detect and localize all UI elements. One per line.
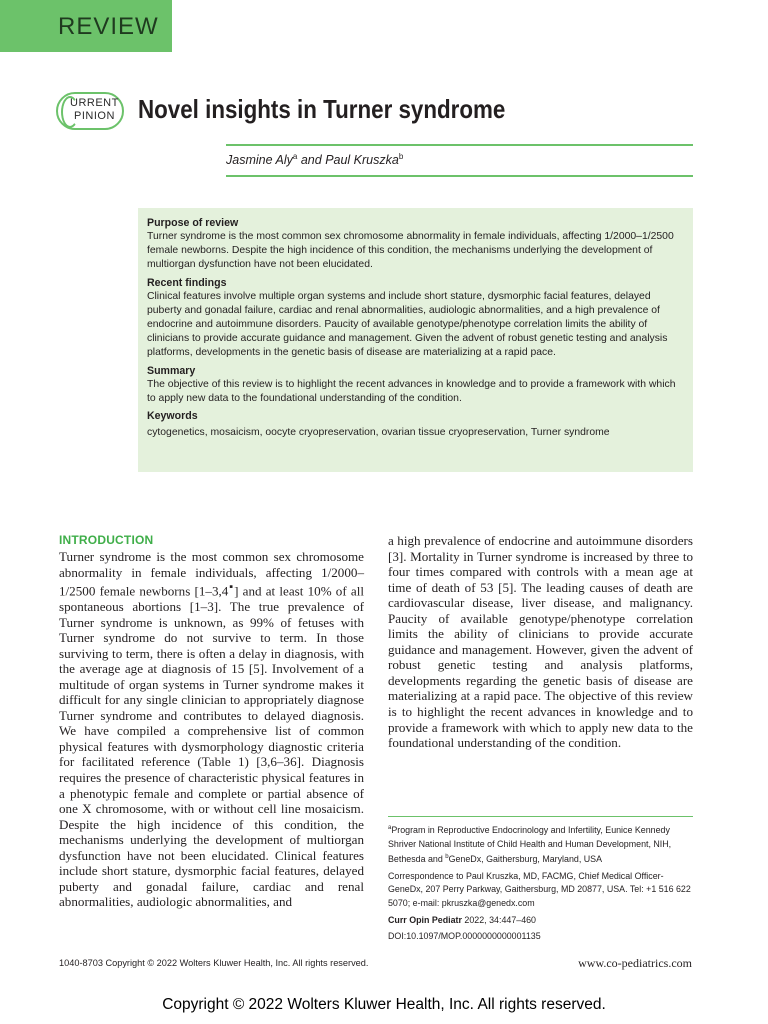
introduction-paragraph xyxy=(59,549,364,910)
citation xyxy=(388,914,693,928)
keywords-text: cytogenetics, mosaicism, oocyte cryopreservation, ovarian tissue cryopreservation, Turner syndrome xyxy=(147,427,610,439)
title-rule-bottom xyxy=(226,175,693,177)
keywords-heading: Keywords xyxy=(147,410,198,423)
section-tab-label: REVIEW xyxy=(58,13,159,40)
current-opinion-logo xyxy=(56,92,124,130)
purpose-heading: Purpose of review xyxy=(147,217,239,229)
author-1-affil: a xyxy=(292,152,298,161)
footnotes xyxy=(388,822,693,947)
citation-details: 2022, 34:447–460 xyxy=(461,914,536,925)
affil-a-mark: a xyxy=(388,825,392,831)
body-column-right xyxy=(388,533,693,751)
logo-text xyxy=(70,97,122,123)
introduction-heading: INTRODUCTION xyxy=(59,533,154,547)
body-column-left xyxy=(59,532,364,910)
logo-line-1: URRENT xyxy=(70,97,119,109)
bottom-copyright: Copyright © 2022 Wolters Kluwer Health, Inc. All rights reserved. xyxy=(162,996,606,1013)
abstract-box xyxy=(138,208,693,472)
author-line xyxy=(226,152,403,167)
findings-text: Clinical features involve multiple organ systems and include short stature, dysmorphic facial features, delayed puberty and gonadal failure, cardiac and renal abnormalities, audiologic abnormalities, and a high prevalence of endocrine and autoimmune disorders. Paucity of available genotype/phenotype correlation limits the ability of clinicians to provide accurate guidance and management. Given the advent of robust genetic testing and analysis platforms, developments in the genetic basis of disease are materializing at a rapid pace. xyxy=(147,290,668,359)
author-1: Jasmine Aly xyxy=(226,153,293,168)
affiliation-a: Program in Reproductive Endocrinology and Infertility, Eunice Kennedy Shriver National Institute of Child Health and Human Development, NIH, Bethesda and xyxy=(388,824,672,865)
recommended-reading-mark: ▪ xyxy=(228,581,235,594)
introduction-continued: a high prevalence of endocrine and autoimmune disorders [3]. Mortality in Turner syndrome is increased by three to four times compared with controls with a mean age at time of death of 53 [5]. The leading causes of death are cardiovascular disease, liver disease, and malignancy. Paucity of available genotype/phenotype correlation limits the ability of clinicians to provide accurate guidance and management. However, given the advent of robust genetic testing and analysis platforms, developments regarding the genetic basis of disease are materializing at a rapid pace. The objective of this review is to highlight the recent advances in knowledge and to provide a framework with which to apply new data to the foundational understanding of the condition. xyxy=(388,533,693,751)
affiliations xyxy=(388,822,693,867)
purpose-text: Turner syndrome is the most common sex chromosome abnormality in female individuals, affecting 1/2000–1/2500 female newborns. Despite the high incidence of this condition, the mechanisms underlying the development of multiorgan dysfunction have not been elucidated. xyxy=(147,231,674,271)
footer-copyright: 1040-8703 Copyright © 2022 Wolters Kluwer Health, Inc. All rights reserved. xyxy=(59,958,369,968)
author-2: Paul Kruszka xyxy=(325,153,399,168)
author-2-affil: b xyxy=(398,152,404,161)
logo-line-2: PINION xyxy=(74,110,115,122)
section-tab xyxy=(0,0,172,52)
footer-website-link[interactable]: www.co-pediatrics.com xyxy=(578,956,692,970)
footnote-rule xyxy=(388,816,693,817)
summary-heading: Summary xyxy=(147,364,196,377)
intro-text-part-1: Turner syndrome is the most common sex chromosome abnormality in female individuals, affecting 1/2000–1/2500 female newborns [1–3,4 xyxy=(59,549,364,599)
journal-name: Curr Opin Pediatr xyxy=(388,914,462,925)
correspondence: Correspondence to Paul Kruszka, MD, FACMG, Chief Medical Officer-GeneDx, 207 Perry Parkway, Gaithersburg, MD 20877, USA. Tel: +1 516 622 5070; e-mail: pkruszka@genedx.com xyxy=(388,870,691,908)
doi: DOI:10.1097/MOP.0000000000001135 xyxy=(388,931,541,942)
intro-text-part-2: ] and at least 10% of all spontaneous abortions [1–3]. The true prevalence of Turner syndrome is unknown, as 99% of fetuses with Turner syndrome do not survive to term. In those surviving to term, there is often a delay in diagnosis, with the average age at diagnosis of 15 [5]. Involvement of a multitude of organ systems in Turner syndrome makes it difficult for any single clinician to appropriately diagnose Turner syndrome and contributes to delayed diagnosis. We have compiled a comprehensive list of common physical features with dysmorphology diagnostic criteria for facilitated reference (Table 1) [3,6–36]. Diagnosis requires the presence of characteristic physical features in a phenotypic female and complete or partial absence of one X chromosome, with or without cell line mosaicism. Despite the high incidence of this condition, the mechanisms underlying the development of multiorgan dysfunction have not been elucidated. Clinical features include short stature, dysmorphic facial features, delayed puberty and gonadal failure, cardiac and renal abnormalities, audiologic abnormalities, and xyxy=(59,583,364,910)
article-title: Novel insights in Turner syndrome xyxy=(138,94,506,124)
summary-text: The objective of this review is to highlight the recent advances in knowledge and to provide a framework with which to apply new data to the foundational understanding of the condition. xyxy=(147,378,676,404)
affil-b-mark: b xyxy=(445,854,449,861)
author-separator: and xyxy=(297,153,326,168)
affiliation-b: GeneDx, Gaithersburg, Maryland, USA xyxy=(448,854,602,865)
findings-heading: Recent findings xyxy=(147,276,227,289)
title-rule-top xyxy=(226,144,693,146)
